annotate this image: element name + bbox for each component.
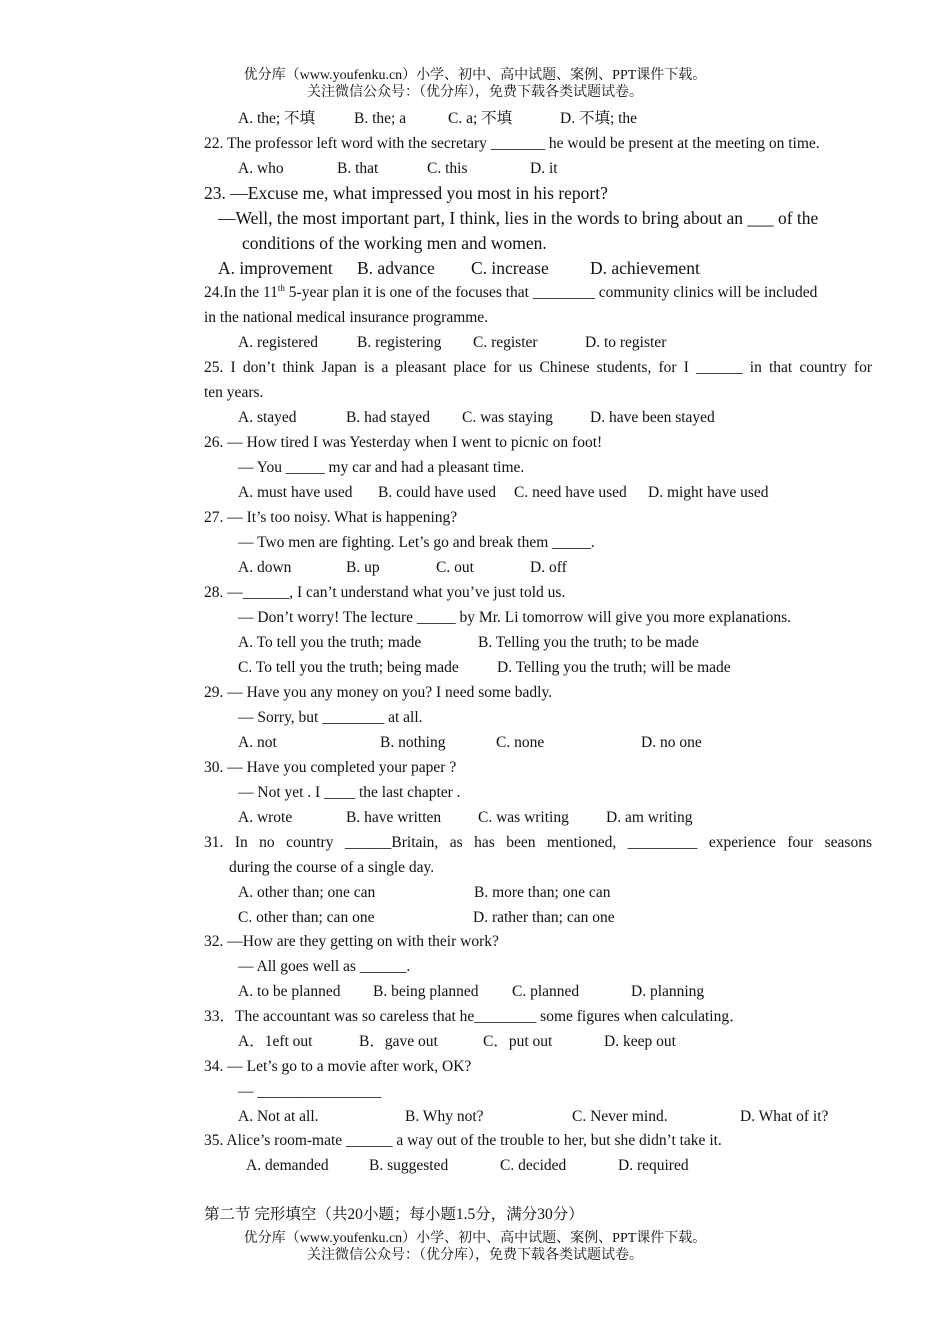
q21-option-c: C. a; 不填: [448, 110, 513, 127]
q29-stem: 29. — Have you any money on you? I need some badly.: [204, 684, 553, 701]
q31-options-row-1: [238, 883, 610, 903]
q28-options-row-2: [238, 658, 731, 678]
q30-reply: — Not yet . I ____ the last chapter .: [238, 784, 461, 801]
q23-option-d: D. achievement: [590, 258, 700, 278]
footer-line-2: 关注微信公众号：（优分库），免费下载各类试题试卷。: [307, 1248, 643, 1263]
q26-option-a: A. must have used: [238, 484, 353, 501]
q29-option-b: B. nothing: [380, 734, 446, 751]
q24-stem-line-2: in the national medical insurance programme.: [204, 309, 489, 326]
q35-stem: 35. Alice’s room-mate ______ a way out of the trouble to her, but she didn’t take it.: [204, 1132, 722, 1149]
q32-stem: 32. —How are they getting on with their work?: [204, 933, 499, 950]
q24-stem-superscript: th: [277, 282, 285, 293]
q30-stem: 30. — Have you completed your paper ?: [204, 759, 457, 776]
q26-option-d: D. might have used: [648, 484, 769, 501]
q34-option-b: B. Why not?: [405, 1108, 484, 1125]
q34-option-a: A. Not at all.: [238, 1108, 319, 1125]
q33-option-c: C．put out: [483, 1033, 553, 1050]
q26-options: [238, 483, 769, 503]
q26-option-b: B. could have used: [378, 484, 496, 501]
q21-option-a: A. the; 不填: [238, 110, 316, 127]
q25-option-c: C. was staying: [462, 409, 553, 426]
q25-stem: 25. I don’t think Japan is a pleasant place for us Chinese students, for I ______ in that country for: [204, 359, 872, 376]
q30-option-b: B. have written: [346, 809, 442, 826]
q29-options: [238, 733, 702, 753]
q25-stem-line-2: ten years.: [204, 384, 264, 401]
q26-option-c: C. need have used: [514, 484, 627, 501]
q28-reply: — Don’t worry! The lecture _____ by Mr. Li tomorrow will give you more explanations.: [238, 609, 792, 626]
q21-option-d: D. 不填; the: [560, 110, 638, 127]
q22-option-d: D. it: [530, 160, 558, 177]
q22-options: [238, 159, 558, 179]
q32-options: [238, 982, 704, 1002]
q31-option-c: C. other than; can one: [238, 909, 375, 926]
q31-options-row-2: [238, 908, 615, 928]
q23-stem: 23. —Excuse me, what impressed you most in his report?: [204, 183, 608, 203]
q33-option-d: D. keep out: [604, 1033, 676, 1050]
q22-option-b: B. that: [337, 160, 379, 177]
q29-option-a: A. not: [238, 734, 277, 751]
q35-option-c: C. decided: [500, 1157, 567, 1174]
q28-option-c: C. To tell you the truth; being made: [238, 659, 459, 676]
q31-option-b: B. more than; one can: [474, 884, 611, 901]
q28-option-b: B. Telling you the truth; to be made: [478, 634, 699, 651]
q29-option-d: D. no one: [641, 734, 702, 751]
q24-option-c: C. register: [473, 334, 538, 351]
q27-reply: — Two men are fighting. Let’s go and break them _____.: [238, 534, 595, 551]
footer-line-1: 优分库（www.youfenku.cn）小学、初中、高中试题、案例、PPT课件下载。: [243, 1231, 707, 1246]
q35-options: [246, 1156, 689, 1176]
q24-option-d: D. to register: [585, 334, 667, 351]
page-header: [0, 67, 950, 101]
q35-option-d: D. required: [618, 1157, 689, 1174]
q34-option-c: C. Never mind.: [572, 1108, 668, 1125]
q27-option-b: B. up: [346, 559, 380, 576]
q21-option-b: B. the; a: [354, 110, 407, 127]
q28-option-d: D. Telling you the truth; will be made: [497, 659, 731, 676]
q31-option-a: A. other than; one can: [238, 884, 376, 901]
q33-option-a: A．1eft out: [238, 1033, 313, 1050]
q25-option-a: A. stayed: [238, 409, 297, 426]
q24-stem: [204, 283, 817, 303]
q31-stem: 31. In no country ______Britain, as has been mentioned, _________ experience four seasons: [204, 834, 872, 851]
q22-option-c: C. this: [427, 160, 468, 177]
header-line-1: 优分库（www.youfenku.cn）小学、初中、高中试题、案例、PPT课件下载。: [243, 68, 707, 83]
q22-option-a: A. who: [238, 160, 284, 177]
q25-options: [238, 408, 715, 428]
q35-option-a: A. demanded: [246, 1157, 329, 1174]
q25-option-d: D. have been stayed: [590, 409, 715, 426]
q32-option-a: A. to be planned: [238, 983, 341, 1000]
q26-reply: — You _____ my car and had a pleasant time.: [238, 459, 525, 476]
q23-option-a: A. improvement: [218, 258, 333, 278]
q34-option-d: D. What of it?: [740, 1108, 829, 1125]
q21-options: [238, 109, 637, 129]
q33-stem: 33．The accountant was so careless that he________ some figures when calculating．: [204, 1008, 745, 1025]
q23-option-c: C. increase: [471, 258, 549, 278]
q27-option-d: D. off: [530, 559, 567, 576]
q24-option-b: B. registering: [357, 334, 442, 351]
q30-option-d: D. am writing: [606, 809, 693, 826]
q26-stem: 26. — How tired I was Yesterday when I went to picnic on foot!: [204, 434, 603, 451]
q32-reply: — All goes well as ______.: [238, 958, 411, 975]
q24-options: [238, 333, 666, 353]
q32-option-b: B. being planned: [373, 983, 479, 1000]
q29-option-c: C. none: [496, 734, 545, 751]
q27-stem: 27. — It’s too noisy. What is happening?: [204, 509, 458, 526]
q29-reply: — Sorry, but ________ at all.: [238, 709, 423, 726]
q25-option-b: B. had stayed: [346, 409, 430, 426]
q33-options: [238, 1032, 676, 1052]
q24-option-a: A. registered: [238, 334, 319, 351]
q24-stem-rest: 5-year plan it is one of the focuses that ________ community clinics will be included: [284, 284, 818, 301]
q28-stem: 28. —______, I can’t understand what you’ve just told us.: [204, 584, 566, 601]
q23-option-b: B. advance: [357, 258, 435, 278]
q24-stem-prefix: 24.In the 11: [204, 284, 278, 301]
q31-option-d: D. rather than; can one: [473, 909, 615, 926]
q23-reply-line-2: conditions of the working men and women.: [242, 233, 547, 253]
q30-option-a: A. wrote: [238, 809, 293, 826]
q34-stem: 34. — Let’s go to a movie after work, OK?: [204, 1058, 472, 1075]
q27-options: [238, 558, 567, 578]
section-2-title: 第二节 完形填空（共20小题；每小题1.5分，满分30分）: [204, 1206, 584, 1223]
q28-options-row-1: [238, 633, 699, 653]
q27-option-a: A. down: [238, 559, 292, 576]
q33-option-b: B．gave out: [359, 1033, 438, 1050]
q32-option-d: D. planning: [631, 983, 705, 1000]
page-footer: [0, 1230, 950, 1264]
header-line-2: 关注微信公众号：（优分库），免费下载各类试题试卷。: [307, 85, 643, 100]
q34-reply: — ________________: [238, 1083, 382, 1100]
q35-option-b: B. suggested: [369, 1157, 449, 1174]
q30-option-c: C. was writing: [478, 809, 569, 826]
q28-option-a: A. To tell you the truth; made: [238, 634, 422, 651]
q30-options: [238, 808, 693, 828]
q27-option-c: C. out: [436, 559, 474, 576]
q34-options: [238, 1107, 828, 1127]
q32-option-c: C. planned: [512, 983, 580, 1000]
q23-reply-line-1: —Well, the most important part, I think, lies in the words to bring about an ___ of the: [218, 208, 819, 228]
q31-stem-line-2: during the course of a single day.: [229, 859, 435, 876]
q22-stem: 22. The professor left word with the secretary _______ he would be present at the meeting on time.: [204, 135, 820, 152]
q23-options: [218, 258, 700, 278]
